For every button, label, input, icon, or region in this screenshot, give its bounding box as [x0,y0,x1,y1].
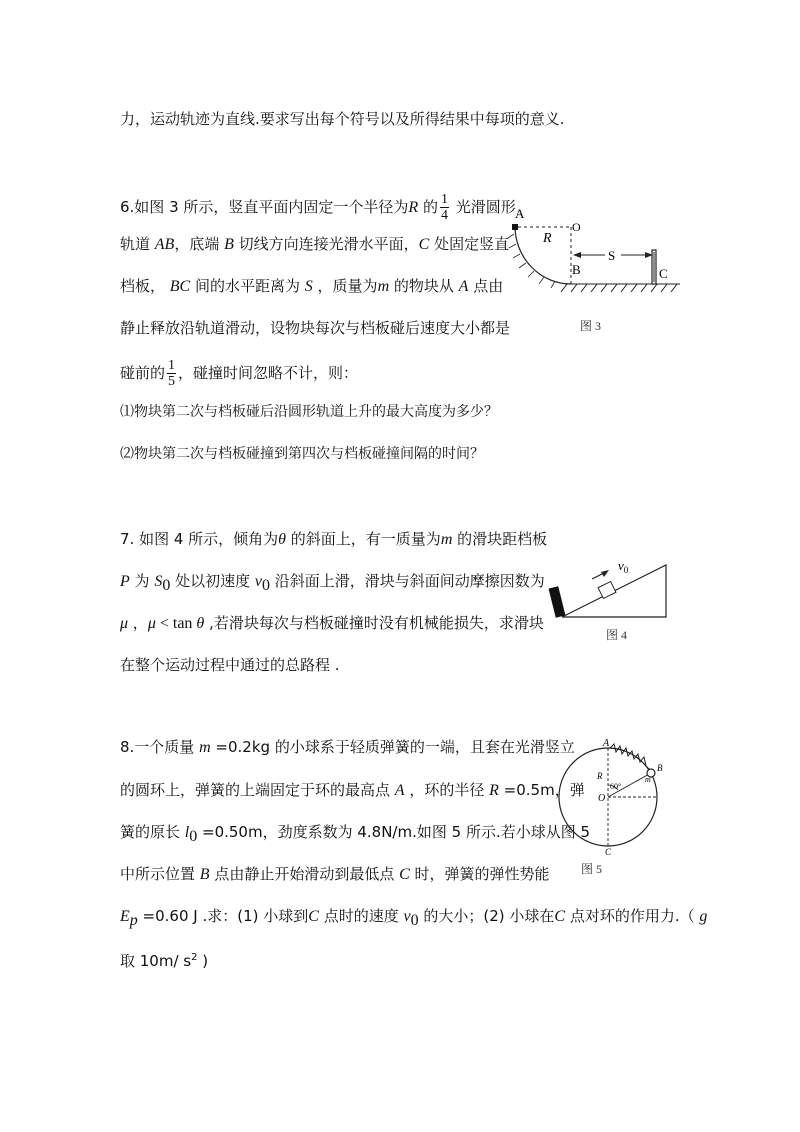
q7-line-2 [120,571,545,596]
q8-text: 点由静止开始滑动到最低点 [209,865,400,883]
q6-var: AB [154,236,175,253]
q6-var: BC [169,278,191,295]
q7-var: μ [147,615,156,632]
q6-sub2-text: ⑵物块第二次与档板碰撞到第四次与档板碰撞间隔的时间？ [120,446,484,462]
q6-text: 间的水平距离为 [190,277,305,295]
q6-var: C [418,236,430,253]
q6-text: ，底端 [174,235,225,253]
q7-sub: 0 [261,577,270,594]
frac-den: 5 [168,374,176,389]
q6-line-1 [120,192,516,223]
q7-var: S [154,573,163,590]
q8-line-1 [120,737,575,758]
q8-text: ，环的半径 [404,781,490,799]
q8-var: C [308,908,319,925]
q6-text: 点由 [468,277,504,295]
q6-subquestion-2 [120,444,484,464]
q8-var: E [120,908,130,925]
label-a: A [603,738,610,749]
label-r: R [543,231,552,246]
q8-var: B [199,866,210,883]
q7-var: v [254,573,262,590]
fraction-fifth [167,358,176,389]
figure-4-caption: 图 4 [606,628,628,642]
q7-text: 在整个运动过程中通过的总路程 . [120,656,340,674]
q7-text: 沿斜面上滑，滑块与斜面间动摩擦因数为 [269,572,545,590]
label-o: O [572,220,581,234]
q7-text: ,若滑块每次与档板碰撞时没有机械能损失，求滑块 [204,614,544,632]
q6-text: 碰前的 [120,364,166,382]
q8-text: 的圆环上，弹簧的上端固定于环的最高点 [120,781,395,799]
q8-text: ) [197,952,209,970]
q7-line-1 [120,529,547,550]
baffle-p [549,586,566,618]
q8-line-4 [120,864,550,885]
q8-text: 点对环的作用力.（ [565,907,700,925]
q8-var: v [403,908,411,925]
label-v: $v_0$ [618,558,629,575]
q8-sub: 0 [189,828,198,845]
q6-text: 处固定竖直 [429,235,510,253]
figure-3-caption: 图 3 [580,319,602,333]
q7-line-3 [120,613,544,634]
q8-text: 的大小；(2) 小球在 [418,907,555,925]
label-s: S [608,248,616,263]
q7-var: θ [196,615,205,632]
q6-text: 光滑圆形 [450,198,516,216]
q8-line-6 [120,948,208,971]
q8-text: 点时的速度 [318,907,404,925]
label-m: m [645,775,651,784]
q7-var: μ [120,615,129,632]
q8-text: 取 10m/ s [120,952,192,970]
q6-text: 切线方向连接光滑水平面， [233,235,419,253]
q6-sub1-text: ⑴物块第二次与档板碰后沿圆形轨道上升的最大高度为多少？ [120,404,498,420]
q6-var: A [458,278,469,295]
q8-var: l [184,824,190,841]
arrow-head-left [573,252,581,258]
q6-var: S [304,278,313,295]
q8-text: =0.50m，劲度系数为 4.8N/m.如图 5 所示.若小球从图 5 [197,823,591,841]
q7-text: 处以初速度 [170,572,255,590]
q7-var: P [120,573,130,590]
fraction-quarter [440,192,449,223]
spring [610,744,650,770]
q8-text: =0.5m，弹 [498,781,585,799]
slider-block [598,582,616,599]
figure-5-caption: 图 5 [581,862,603,876]
q6-text: 档板， [120,277,170,295]
q6-line-3 [120,276,503,297]
q6-text: 静止释放沿轨道滑动，设物块每次与档板碰后速度大小都是 [120,319,511,337]
frac-num: 1 [440,192,448,207]
q7-text: 的斜面上，有一质量为 [286,530,441,548]
q7-line-4 [120,655,340,675]
q6-text: 轨道 [120,235,155,253]
q8-line-5 [120,906,707,931]
label-c: C [605,847,612,857]
q7-text: ， [128,614,148,632]
q6-line-4 [120,318,510,338]
q6-var-r: R [408,199,419,216]
q6-line-5 [120,358,358,389]
q6-text: ，碰撞时间忽略不计，则： [178,364,359,382]
q8-var: C [399,866,410,883]
frac-num: 1 [168,358,176,373]
q8-text: 8.一个质量 [120,738,200,756]
q7-text: 为 [129,572,155,590]
block-a [512,224,518,230]
q8-text: 簧的原长 [120,823,185,841]
q6-var: B [224,236,234,253]
q8-text: =0.60 J .求：(1) 小球到 [137,907,309,925]
q8-var: A [394,782,405,799]
q6-subquestion-1 [120,402,498,422]
label-a: A [515,206,525,221]
label-r: R [597,771,603,781]
q8-text: 时，弹簧的弹性势能 [409,865,550,883]
frac-den: 4 [440,208,448,223]
label-b: B [657,763,663,773]
label-b: B [572,262,581,277]
q8-sub: 0 [410,912,419,929]
q8-text: =0.2kg 的小球系于轻质弹簧的一端，且套在光滑竖立 [210,738,575,756]
q8-sub: p [129,912,138,929]
intro-line [120,109,565,129]
q8-text: 中所示位置 [120,865,200,883]
q7-sub: 0 [162,577,171,594]
ground-hatch [561,284,680,292]
q8-var: C [554,908,566,925]
q7-text: < tan [155,615,197,632]
q6-text: 的物块从 [389,277,459,295]
q6-var: m [377,278,390,295]
q8-line-2 [120,780,585,801]
figure-3-diagram [505,200,685,300]
q8-var: m [199,739,211,756]
label-o: O [598,793,606,804]
q8-var: R [489,782,499,799]
label-angle: 60° [610,782,622,791]
q6-text: 6.如图 3 所示，竖直平面内固定一个半径为 [120,198,409,216]
q6-line-2 [120,234,509,255]
label-c: C [659,266,668,281]
q7-text: 7. 如图 4 所示，倾角为 [120,530,279,548]
q8-line-3 [120,822,590,847]
q8-sup: 2 [191,952,198,963]
intro-text: 力，运动轨迹为直线.要求写出每个符号以及所得结果中每项的意义. [120,110,565,128]
q7-var: θ [278,531,287,548]
q7-var: m [440,531,453,548]
figure-4-diagram [548,555,673,620]
figure-5-diagram [558,740,678,855]
q6-text: ，质量为 [312,277,378,295]
q7-text: 的滑块距档板 [452,530,548,548]
velocity-arrow-head [601,570,609,577]
q8-var: g [699,908,708,925]
q6-text: 的 [418,198,438,216]
